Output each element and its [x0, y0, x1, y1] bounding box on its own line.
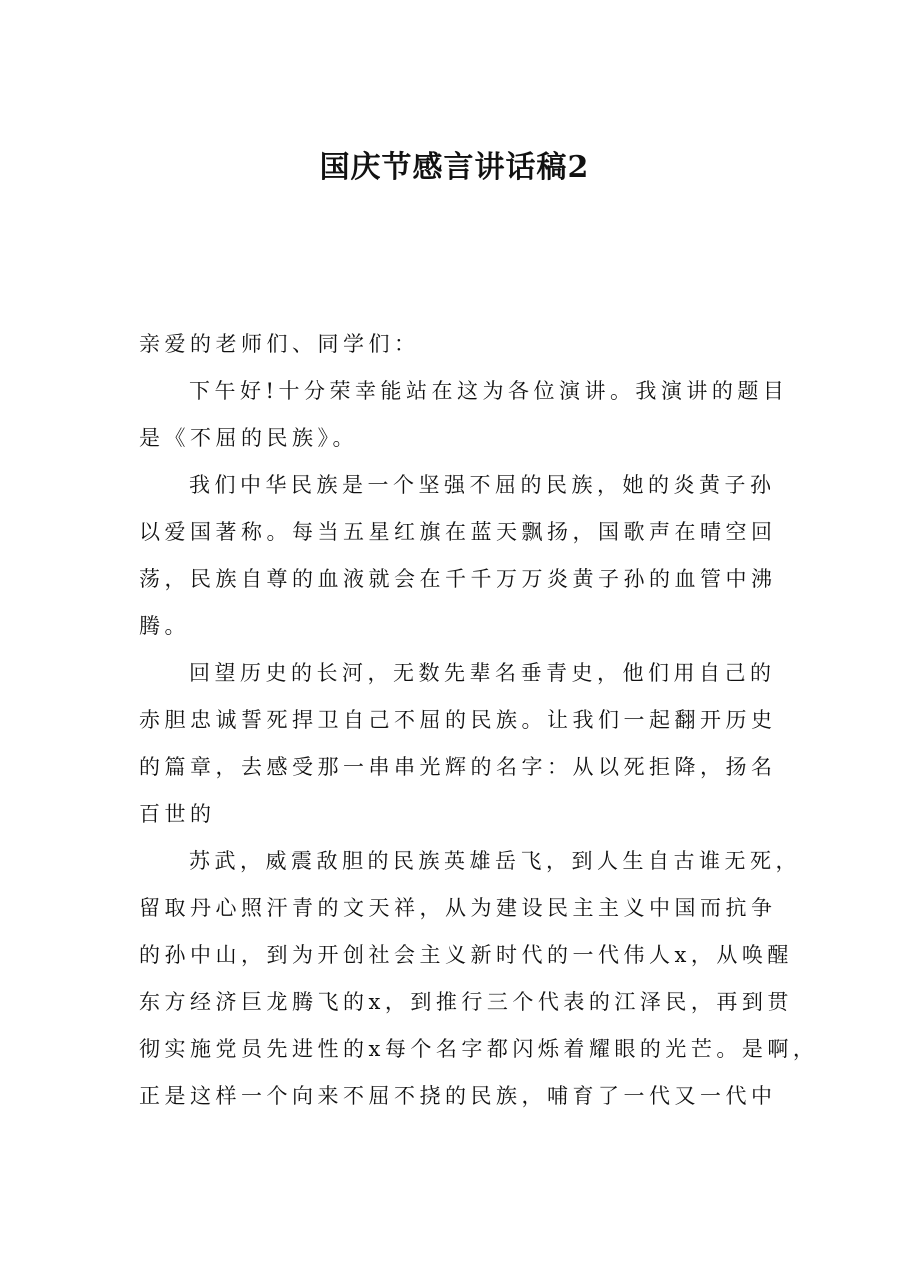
text-line: 以爱国著称。每当五星红旗在蓝天飘扬，国歌声在晴空回 — [139, 520, 777, 544]
text-line: 腾。 — [139, 614, 190, 638]
text-line: 回望历史的长河，无数先辈名垂青史，他们用自己的 — [189, 661, 776, 685]
text-line: 亲爱的老师们、同学们： — [139, 332, 420, 356]
text-line: 彻实施党员先进性的x每个名字都闪烁着耀眼的光芒。是啊， — [139, 1037, 819, 1061]
text-line: 下午好!十分荣幸能站在这为各位演讲。我演讲的题目 — [189, 379, 789, 403]
document-body — [139, 321, 819, 1120]
text-line: 东方经济巨龙腾飞的x，到推行三个代表的江泽民，再到贯 — [139, 990, 793, 1014]
text-line: 的孙中山，到为开创社会主义新时代的一代伟人x，从唤醒 — [139, 943, 793, 967]
text-line: 百世的 — [139, 802, 216, 826]
text-line: 我们中华民族是一个坚强不屈的民族，她的炎黄子孙 — [189, 473, 776, 497]
text-line: 荡，民族自尊的血液就会在千千万万炎黄子孙的血管中沸 — [139, 567, 777, 591]
text-line: 苏武，威震敌胆的民族英雄岳飞，到人生自古谁无死， — [189, 849, 801, 873]
document-title: 国庆节感言讲话稿2 — [319, 150, 590, 185]
text-line: 赤胆忠诚誓死捍卫自己不屈的民族。让我们一起翻开历史 — [139, 708, 777, 732]
text-line: 的篇章，去感受那一串串光辉的名字：从以死拒降，扬名 — [139, 755, 777, 779]
text-line: 是《不屈的民族》。 — [139, 426, 358, 450]
text-line: 正是这样一个向来不屈不挠的民族，哺育了一代又一代中 — [139, 1084, 777, 1108]
text-line: 留取丹心照汗青的文天祥，从为建设民主主义中国而抗争 — [139, 896, 777, 920]
